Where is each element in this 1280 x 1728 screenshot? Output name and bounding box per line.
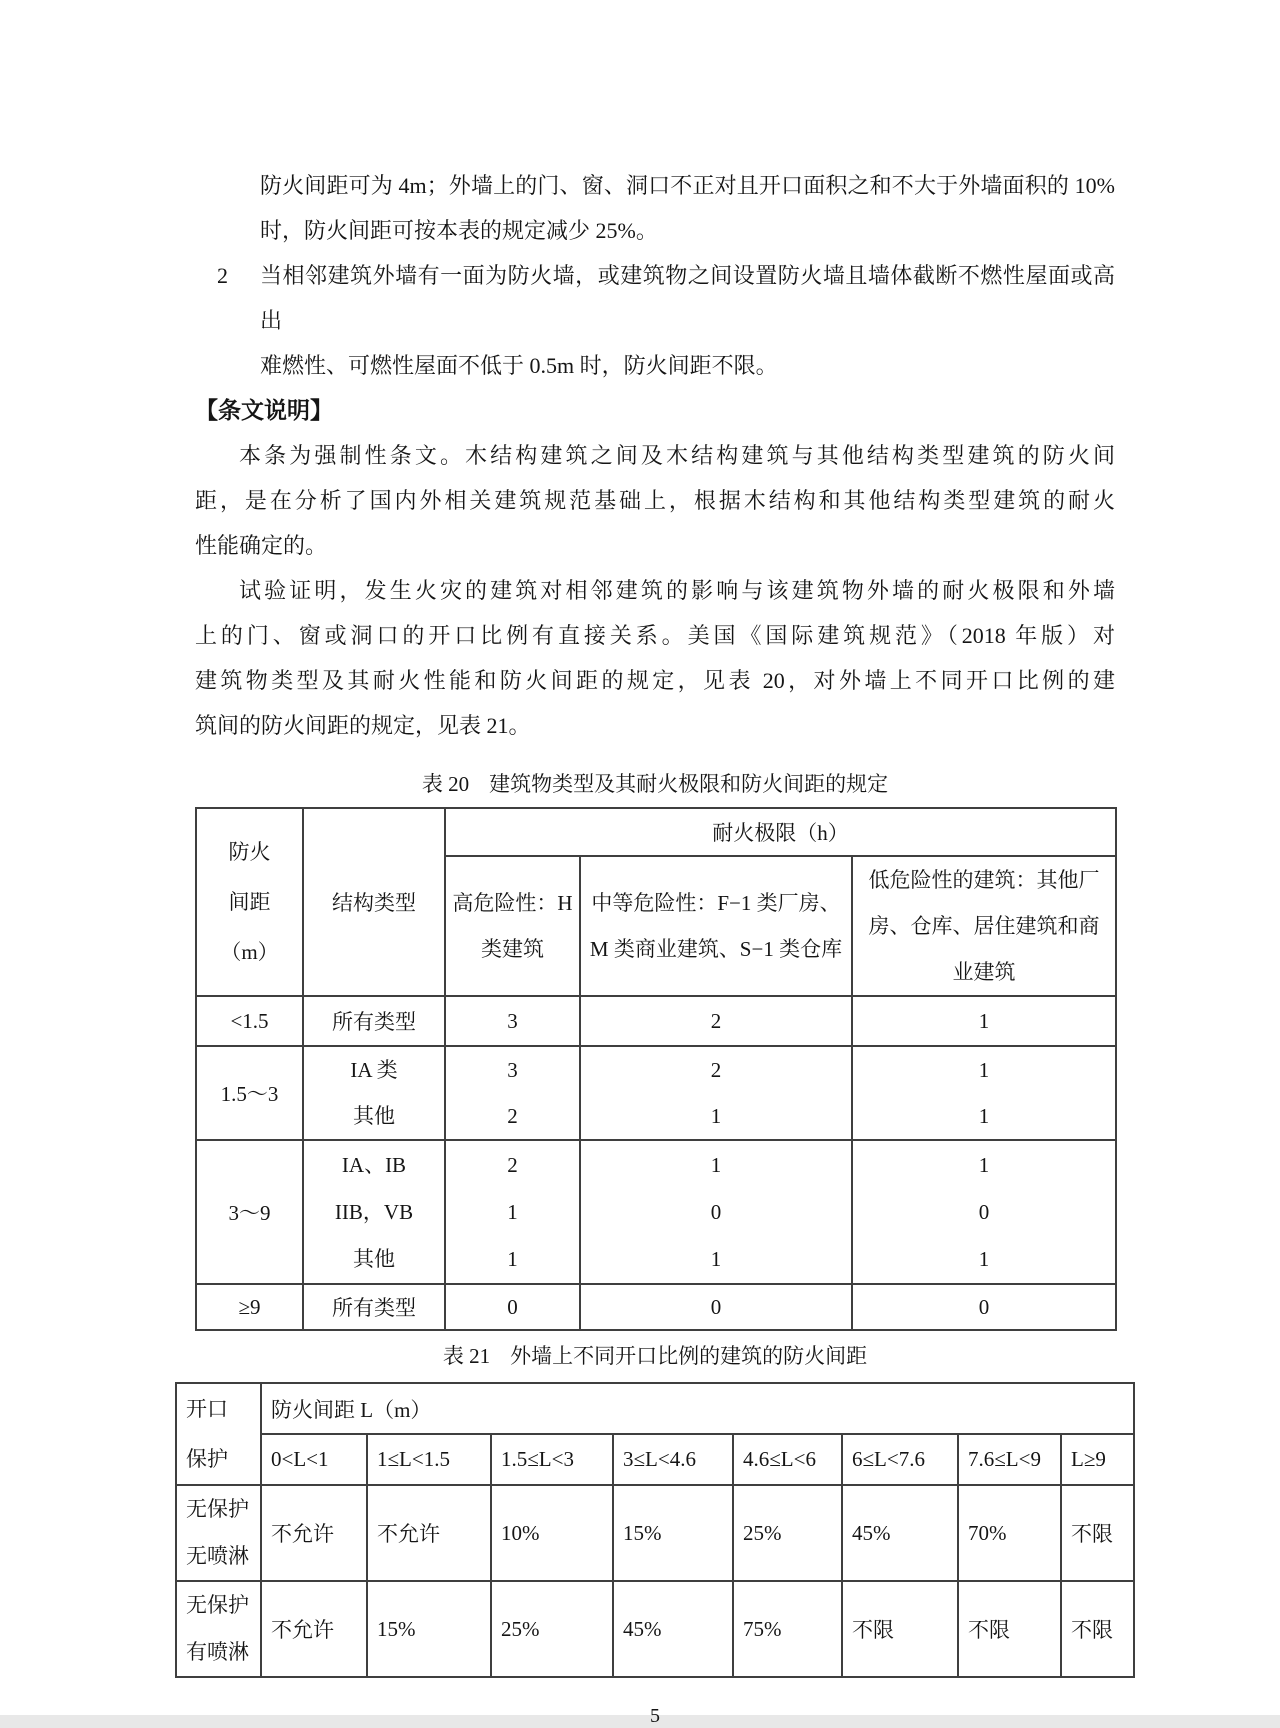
paragraph-2-line-2: 上的门、窗或洞口的开口比例有直接关系。美国《国际建筑规范》（2018 年版）对 — [195, 623, 1115, 648]
t21-col-header: 7.6≤L<9 — [958, 1434, 1061, 1485]
t21-cell-value: 15% — [367, 1581, 491, 1677]
list-item-2-line-1: 当相邻建筑外墙有一面为防火墙，或建筑物之间设置防火墙且墙体截断不燃性屋面或高出 — [260, 263, 1115, 333]
t20-header-structure-type: 结构类型 — [303, 808, 445, 996]
paragraph-1-line-2: 距，是在分析了国内外相关建筑规范基础上，根据木结构和其他结构类型建筑的耐火 — [195, 488, 1115, 513]
paragraph-2-line-1: 试验证明，发生火灾的建筑对相邻建筑的影响与该建筑物外墙的耐火极限和外墙 — [239, 578, 1115, 603]
paragraph-2-line-3: 建筑物类型及其耐火性能和防火间距的规定，见表 20，对外墙上不同开口比例的建 — [195, 668, 1115, 693]
t20-row-lt1_5 — [196, 996, 1116, 1046]
list-item-2-number: 2 — [217, 263, 228, 288]
t21-col-header: 3≤L<4.6 — [613, 1434, 733, 1485]
t21-row-unprotected-sprinklered — [176, 1581, 1134, 1677]
t21-cell-value: 15% — [613, 1485, 733, 1581]
t21-col-header: 6≤L<7.6 — [842, 1434, 958, 1485]
t20-cell-value-group: 2 1 — [580, 1046, 852, 1140]
t20-cell-type-group: IA、IB IIB，VB 其他 — [303, 1140, 445, 1284]
t21-cell-value: 不允许 — [367, 1485, 491, 1581]
t20-cell-value: 0 — [445, 1284, 580, 1330]
t20-cell-distance: 3～9 — [196, 1140, 303, 1284]
t21-cell-value: 70% — [958, 1485, 1061, 1581]
t20-cell-value-group: 3 2 — [445, 1046, 580, 1140]
list-item-2 — [195, 253, 1115, 343]
t21-cell-value: 25% — [733, 1485, 842, 1581]
t21-cell-value: 75% — [733, 1581, 842, 1677]
t21-col-header: L≥9 — [1061, 1434, 1134, 1485]
t21-cell-value: 不允许 — [261, 1581, 367, 1677]
t21-col-header: 4.6≤L<6 — [733, 1434, 842, 1485]
page-content — [186, 163, 1115, 1728]
t20-cell-value: 3 — [445, 996, 580, 1046]
t20-header-low-hazard: 低危险性的建筑：其他厂房、仓库、居住建筑和商业建筑 — [852, 856, 1116, 996]
t20-row-1_5-3 — [196, 1046, 1116, 1140]
t21-row-unprotected-unsprinklered — [176, 1485, 1134, 1581]
t21-cell-value: 25% — [491, 1581, 613, 1677]
t21-col-header: 1.5≤L<3 — [491, 1434, 613, 1485]
t20-cell-distance: ≥9 — [196, 1284, 303, 1330]
clause-explanation-heading: 【条文说明】 — [195, 398, 333, 423]
t20-cell-value: 1 — [852, 996, 1116, 1046]
table-21-caption-label: 表 21 — [442, 1344, 491, 1368]
paragraph-1-line-3: 性能确定的。 — [195, 533, 328, 558]
table-21-caption — [195, 1331, 1115, 1382]
table-20-caption-label: 表 20 — [421, 772, 470, 796]
t21-header-row — [176, 1434, 1134, 1485]
t20-cell-type: 所有类型 — [303, 1284, 445, 1330]
table-20-caption — [195, 762, 1115, 807]
t20-cell-value: 0 — [580, 1284, 852, 1330]
t21-cell-value: 不限 — [1061, 1581, 1134, 1677]
t20-header-fire-resistance: 耐火极限（h） — [445, 808, 1116, 856]
t21-header-opening-protection: 开口 保护 — [176, 1383, 261, 1485]
table-21 — [175, 1382, 1135, 1678]
t20-cell-distance: <1.5 — [196, 996, 303, 1046]
t20-header-high-hazard: 高危险性：H 类建筑 — [445, 856, 580, 996]
page-number: 5 — [650, 1705, 660, 1727]
t20-cell-value-group: 1 0 1 — [852, 1140, 1116, 1284]
paragraph-1-line-1: 本条为强制性条文。木结构建筑之间及木结构建筑与其他结构类型建筑的防火间 — [239, 443, 1115, 468]
t21-row-label: 无保护 有喷淋 — [176, 1581, 261, 1677]
t21-cell-value: 45% — [613, 1581, 733, 1677]
t21-header-distance-span: 防火间距 L（m） — [261, 1383, 1134, 1434]
table-21-caption-title: 外墙上不同开口比例的建筑的防火间距 — [510, 1344, 868, 1368]
table-20 — [195, 807, 1117, 1331]
t20-cell-distance: 1.5～3 — [196, 1046, 303, 1140]
t21-cell-value: 不限 — [842, 1581, 958, 1677]
t21-col-header: 1≤L<1.5 — [367, 1434, 491, 1485]
t20-row-ge9 — [196, 1284, 1116, 1330]
t21-cell-value: 不允许 — [261, 1485, 367, 1581]
t21-cell-value: 不限 — [958, 1581, 1061, 1677]
t20-cell-value-group: 2 1 1 — [445, 1140, 580, 1284]
t20-cell-value: 0 — [852, 1284, 1116, 1330]
t21-cell-value: 10% — [491, 1485, 613, 1581]
t20-header-distance: 防火 间距 （m） — [196, 808, 303, 996]
list-item-2-line-2: 难燃性、可燃性屋面不低于 0.5m 时，防火间距不限。 — [260, 353, 778, 378]
t21-cell-value: 45% — [842, 1485, 958, 1581]
t20-header-medium-hazard: 中等危险性：F−1 类厂房、M 类商业建筑、S−1 类仓库 — [580, 856, 852, 996]
list-item-1-line-1: 防火间距可为 4m；外墙上的门、窗、洞口不正对且开口面积之和不大于外墙面积的 10% — [260, 173, 1115, 198]
t21-cell-value: 不限 — [1061, 1485, 1134, 1581]
t20-cell-type: 所有类型 — [303, 996, 445, 1046]
t20-row-3-9 — [196, 1140, 1116, 1284]
t21-col-header: 0<L<1 — [261, 1434, 367, 1485]
t21-row-label: 无保护 无喷淋 — [176, 1485, 261, 1581]
table-20-caption-title: 建筑物类型及其耐火极限和防火间距的规定 — [489, 772, 889, 796]
paragraph-2-line-4: 筑间的防火间距的规定，见表 21。 — [195, 713, 531, 738]
t20-cell-value-group: 1 1 — [852, 1046, 1116, 1140]
t20-cell-value-group: 1 0 1 — [580, 1140, 852, 1284]
t20-cell-value: 2 — [580, 996, 852, 1046]
t20-cell-type-group: IA 类 其他 — [303, 1046, 445, 1140]
list-item-1-line-2: 时，防火间距可按本表的规定减少 25%。 — [260, 218, 658, 243]
